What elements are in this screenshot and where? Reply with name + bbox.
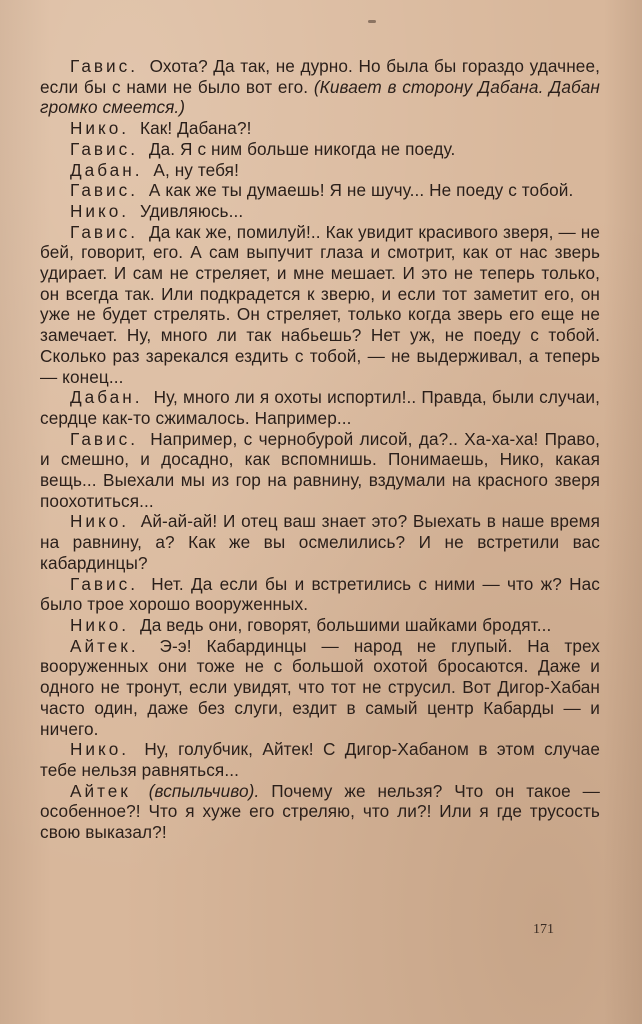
speaker-name: Нико. [70,118,130,139]
line-text: Да. Я с ним больше никогда не поеду. [148,138,456,159]
dialogue-text [40,56,600,843]
speaker-name: Нико. [70,200,130,221]
dialogue-line [40,56,600,118]
line-text: Да ведь они, говорят, большими шайками бродят... [139,614,552,635]
dialogue-line [40,615,600,636]
dialogue-line [40,739,600,780]
speaker-name: Дабан. [70,387,143,408]
page-number: 171 [533,922,554,937]
line-text: Э-э! Кабардинцы — народ не глупый. На трех вооруженных они тоже не с большой охотой бросаются. Даже и одного не тронут, если увидят, что тот не струсил. Вот Дигор-Хабан часто один, даже без слуги, ездит в самый центр Кабарды — и ничего. [40,635,600,739]
speaker-name: Нико. [70,511,130,532]
line-text: Ну, голубчик, Айтек! С Дигор-Хабаном в этом случае тебе нельзя равняться... [40,739,600,780]
line-text: Нет. Да если бы и встретились с ними — что ж? Нас было трое хорошо вооруженных. [40,573,600,615]
print-speck [368,20,376,23]
dialogue-line [40,222,600,388]
speaker-name: Айтек [70,780,131,801]
line-text: Да как же, помилуй!.. Как увидит красивого зверя, — не бей, говорит, его. А сам выпучит глаза и смотрит, как от нас зверь удирает. И сам не стреляет, и мне мешает. И это не теперь только, он всегда так. Или подкрадется к зверю, и если тот заметит его, он уже не будет стрелять. Он стреляет, только когда зверь его еще не замечает. Ну, много ли так набьешь? Нет уж, не поеду с тобой. Сколько раз зарекался ездить с тобой, — не выдерживал, а теперь — конец... [40,221,600,387]
line-text: Удивляюсь... [139,200,244,221]
speaker-name: Гавис. [70,138,139,159]
line-text: Ну, много ли я охоты испортил!.. Правда, были случаи, сердце как-то сжималось. Например... [40,387,600,428]
dialogue-line [40,160,600,181]
line-text: Как! Дабана?! [139,118,252,139]
speaker-name: Дабан. [70,159,143,180]
speaker-name: Гавис. [70,428,139,449]
line-text: Почему же нельзя? Что он такое — особенное?! Что я хуже его стреляю, что ли?! Или я где трусость свою выказал?! [40,780,600,843]
dialogue-line [40,429,600,512]
line-text: А как же ты думаешь! Я не шучу... Не поеду с тобой. [148,180,574,201]
dialogue-line [40,636,600,740]
dialogue-line [40,781,600,843]
speaker-name: Гавис. [70,56,139,76]
dialogue-line [40,118,600,139]
line-text: Охота? Да так, не дурно. Но была бы гораздо удачнее, если бы с нами не было вот его. [40,56,600,97]
dialogue-line [40,511,600,573]
speaker-name: Айтек. [70,635,139,656]
speaker-name: Гавис. [70,573,139,594]
speaker-name: Гавис. [70,180,139,201]
line-text: Ай-ай-ай! И отец ваш знает это? Выехать в наше время на равнину, а? Как же вы осмелились? И не встретили вас кабардинцы? [40,511,600,573]
dialogue-line [40,139,600,160]
line-text: Например, с чернобурой лисой, да?.. Ха-ха-ха! Право, и смешно, и досадно, как вспомнишь. Понимаешь, Нико, какая вещь... Выехали мы из гор на равнину, вздумали на красного зверя поохотиться... [40,428,600,511]
dialogue-line [40,574,600,615]
dialogue-line [40,201,600,222]
stage-direction: (Кивает в сторону Дабана. Дабан громко смеется.) [40,76,600,118]
dialogue-line [40,180,600,201]
stage-direction: (вспыльчиво). [148,780,260,801]
speaker-name: Нико. [70,739,130,760]
line-text: А, ну тебя! [153,159,239,180]
speaker-name: Гавис. [70,221,139,242]
speaker-name: Нико. [70,614,130,635]
dialogue-line [40,387,600,428]
